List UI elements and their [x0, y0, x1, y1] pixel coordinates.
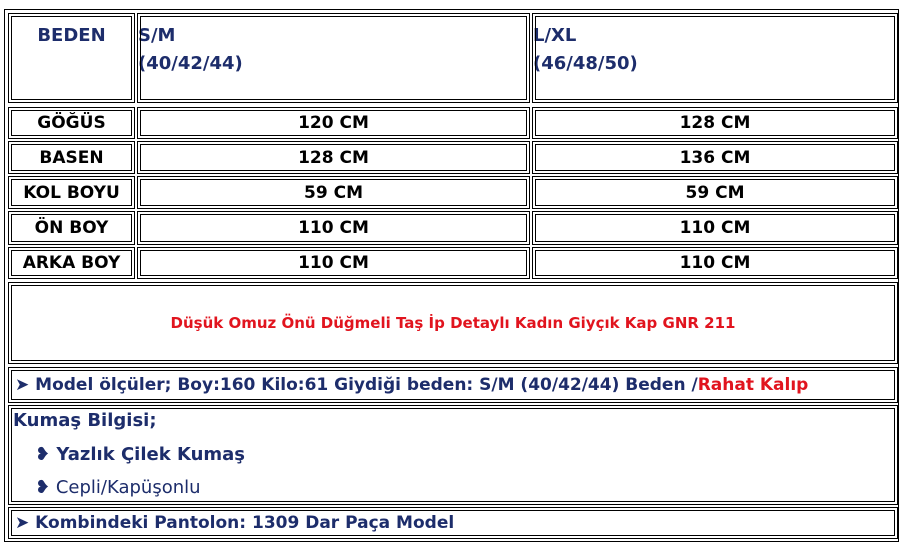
- row-back-length-sm: [137, 247, 530, 279]
- product-title: Düşük Omuz Önü Düğmeli Taş İp Detaylı Kadın Giyçık Kap GNR 211: [170, 314, 736, 332]
- row-front-length-lxl: [532, 211, 898, 245]
- arrow-icon: ➤: [15, 375, 30, 395]
- combo-info-text: Kombindeki Pantolon: 1309 Dar Paça Model: [29, 513, 455, 533]
- fabric-heading: Kumaş Bilgisi;: [13, 410, 157, 431]
- fit-type-text: Rahat Kalıp: [697, 375, 809, 395]
- row-chest-sm: [137, 107, 530, 139]
- row-label-front-length: [8, 211, 135, 245]
- row-front-length-sm: [137, 211, 530, 245]
- fabric-item-text: Yazlık Çilek Kumaş: [56, 444, 246, 465]
- cell-value: 59 CM: [304, 182, 363, 203]
- fabric-item-text: Cepli/Kapüşonlu: [55, 477, 201, 498]
- fabric-info-box: [8, 405, 898, 505]
- row-label-chest: [8, 107, 135, 139]
- product-title-box: [8, 282, 898, 364]
- cell-value: 128 CM: [298, 147, 369, 168]
- row-sleeve-sm: [137, 176, 530, 209]
- row-label-text: BASEN: [39, 147, 104, 168]
- row-back-length-lxl: [532, 247, 898, 279]
- cell-value: 110 CM: [298, 253, 369, 273]
- fabric-item-2: [35, 477, 201, 498]
- cell-value: 59 CM: [685, 182, 745, 203]
- cell-value: 110 CM: [679, 218, 751, 238]
- combo-info-box: [8, 507, 898, 539]
- heart-bullet-icon: ❥: [35, 444, 51, 465]
- header-size-label: [8, 13, 135, 103]
- model-info-text: Model ölçüler; Boy:160 Kilo:61 Giydiği beden: S/M (40/42/44) Beden /: [29, 375, 698, 395]
- combo-info-line: [15, 513, 454, 533]
- arrow-icon: ➤: [15, 513, 30, 533]
- header-lxl-numbers: (46/48/50): [533, 53, 638, 74]
- header-sm-cell: [137, 13, 530, 103]
- header-sm-numbers: (40/42/44): [138, 53, 243, 74]
- row-label-sleeve: [8, 176, 135, 209]
- row-label-hip: [8, 141, 135, 174]
- row-hip-lxl: [532, 141, 898, 174]
- cell-value: 120 CM: [298, 113, 369, 133]
- cell-value: 136 CM: [679, 147, 751, 168]
- heart-bullet-icon: ❥: [35, 477, 51, 498]
- cell-value: 110 CM: [298, 218, 369, 238]
- header-beden-text: BEDEN: [37, 25, 106, 46]
- row-hip-sm: [137, 141, 530, 174]
- row-label-text: ÖN BOY: [34, 218, 109, 238]
- row-sleeve-lxl: [532, 176, 898, 209]
- row-label-text: KOL BOYU: [23, 182, 120, 203]
- row-label-back-length: [8, 247, 135, 279]
- model-info-line: [15, 375, 808, 395]
- row-chest-lxl: [532, 107, 898, 139]
- cell-value: 110 CM: [679, 253, 751, 273]
- model-info-box: [8, 367, 898, 403]
- header-lxl-cell: [532, 13, 898, 103]
- cell-value: 128 CM: [679, 113, 751, 133]
- header-sm-size: S/M: [138, 25, 176, 46]
- fabric-item-1: [35, 444, 245, 465]
- row-label-text: GÖĞÜS: [37, 113, 106, 133]
- header-lxl-size: L/XL: [533, 25, 577, 46]
- row-label-text: ARKA BOY: [22, 253, 121, 273]
